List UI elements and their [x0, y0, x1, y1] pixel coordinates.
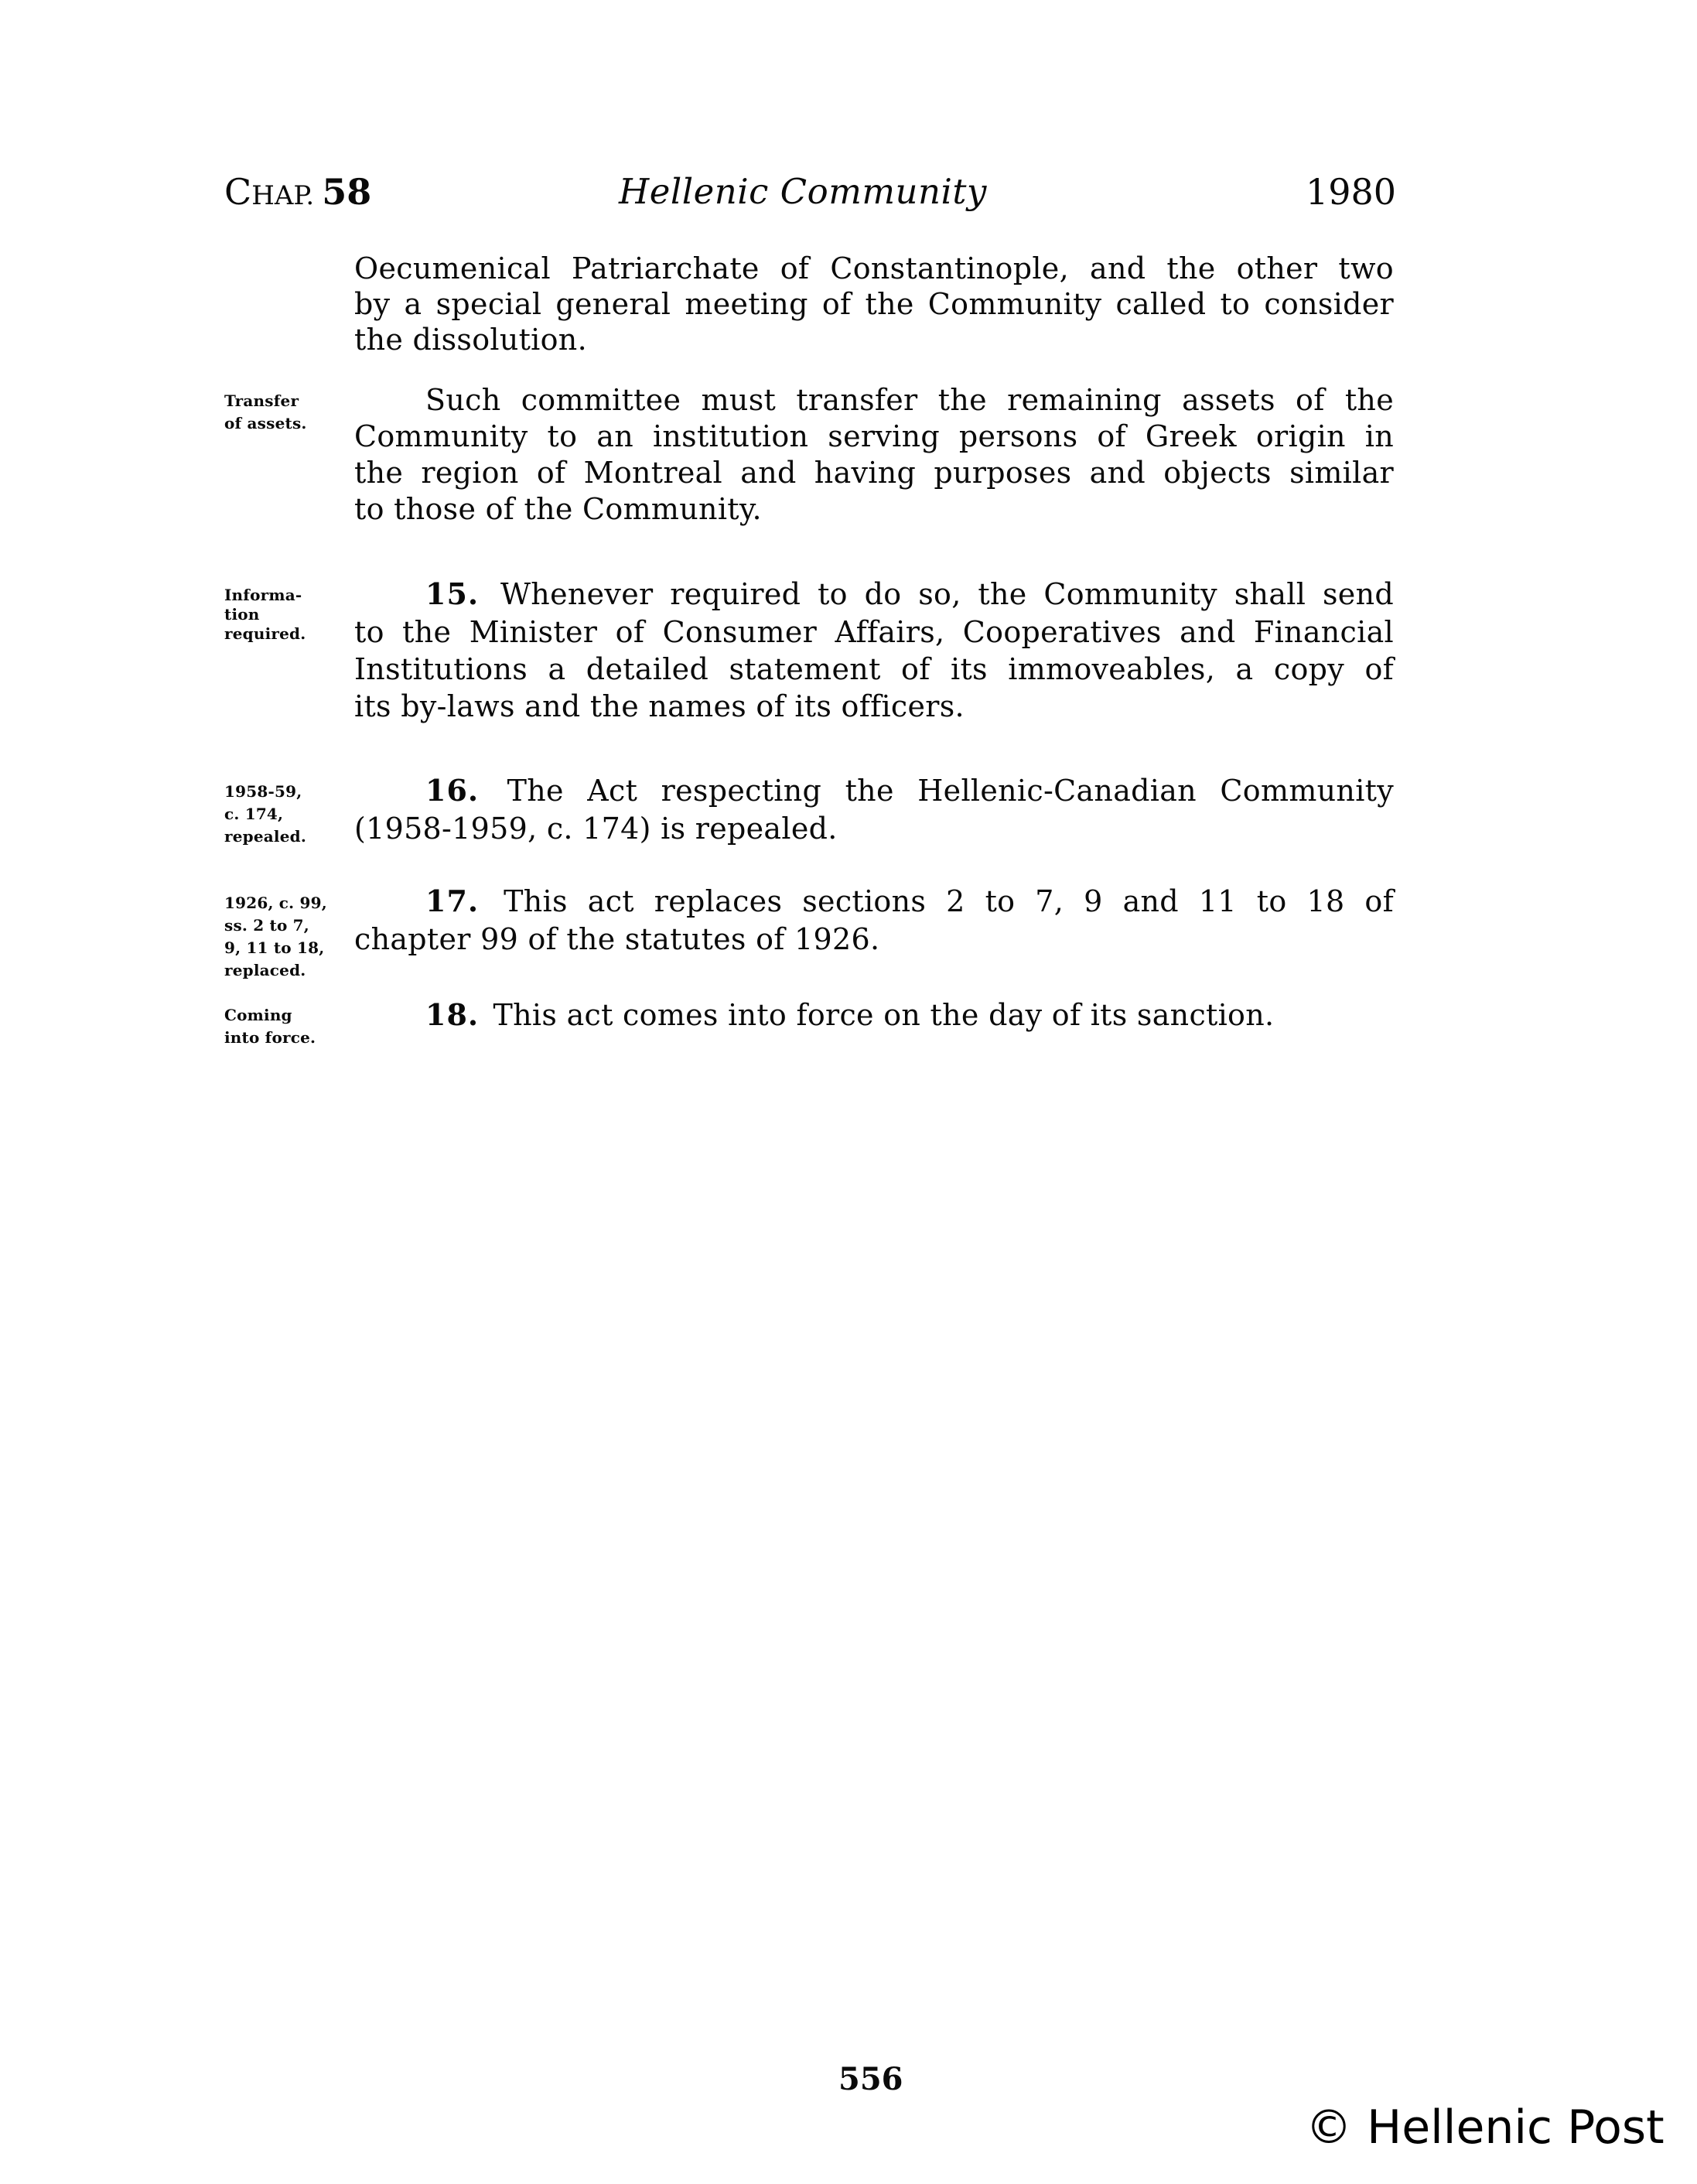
margin-note-line: Transfer — [224, 391, 299, 410]
margin-note-information-required — [224, 584, 306, 645]
page-number: 556 — [838, 2061, 903, 2097]
body-line: Institutions a detailed statement of its immoveables, a copy of — [354, 652, 1394, 686]
chapter-number: 58 — [322, 171, 372, 213]
margin-note-line: required. — [224, 624, 306, 643]
section-15-first-line — [425, 576, 1394, 612]
chapter-label-rest: HAP. — [251, 180, 315, 211]
body-line: the dissolution. — [354, 323, 587, 357]
margin-note-replaced — [224, 892, 327, 982]
margin-note-line: repealed. — [224, 827, 306, 846]
body-text: The Act respecting the Hellenic-Canadian Community — [507, 774, 1394, 808]
margin-note-coming-into-force — [224, 1004, 316, 1049]
body-line: to the Minister of Consumer Affairs, Cooperatives and Financial — [354, 615, 1394, 649]
margin-note-line: c. 174, — [224, 805, 284, 823]
section-17-first-line — [425, 884, 1394, 919]
body-line: Such committee must transfer the remaining assets of the — [425, 383, 1394, 417]
body-line: by a special general meeting of the Community called to consider — [354, 287, 1394, 321]
section-number: 15. — [425, 576, 480, 611]
body-line: to those of the Community. — [354, 492, 762, 526]
body-line: Oecumenical Patriarchate of Constantinople, and the other two — [354, 251, 1394, 285]
margin-note-line: Informa- — [224, 586, 302, 604]
running-title: Hellenic Community — [619, 171, 987, 212]
running-year: 1980 — [1306, 171, 1397, 213]
margin-note-line: into force. — [224, 1028, 316, 1047]
body-line: the region of Montreal and having purposes and objects similar — [354, 456, 1394, 490]
copyright-watermark: © Hellenic Post — [1306, 2100, 1665, 2155]
margin-note-line: replaced. — [224, 961, 306, 979]
body-text: This act replaces sections 2 to 7, 9 and 11 to 18 of — [504, 884, 1394, 918]
chapter-label — [224, 169, 371, 219]
margin-note-repealed — [224, 781, 306, 848]
section-number: 16. — [425, 773, 480, 808]
margin-note-line: 1958-59, — [224, 782, 302, 801]
body-line: Community to an institution serving persons of Greek origin in — [354, 419, 1394, 453]
body-text: Whenever required to do so, the Community shall send — [500, 577, 1394, 611]
body-line: chapter 99 of the statutes of 1926. — [354, 922, 880, 956]
margin-note-line: 9, 11 to 18, — [224, 938, 325, 957]
margin-note-line: Coming — [224, 1006, 292, 1024]
body-text: This act comes into force on the day of its sanction. — [493, 998, 1275, 1032]
chapter-label-cap: C — [224, 171, 252, 213]
body-line: its by-laws and the names of its officers. — [354, 689, 965, 723]
margin-note-line: 1926, c. 99, — [224, 894, 327, 912]
body-line: (1958-1959, c. 174) is repealed. — [354, 812, 838, 846]
margin-note-transfer — [224, 390, 307, 435]
section-16-first-line — [425, 773, 1394, 808]
section-number: 17. — [425, 884, 480, 918]
margin-note-line: of assets. — [224, 414, 307, 432]
margin-note-line: ss. 2 to 7, — [224, 916, 309, 935]
section-18-first-line — [425, 997, 1274, 1033]
section-number: 18. — [425, 997, 480, 1032]
margin-note-line: tion — [224, 605, 260, 624]
